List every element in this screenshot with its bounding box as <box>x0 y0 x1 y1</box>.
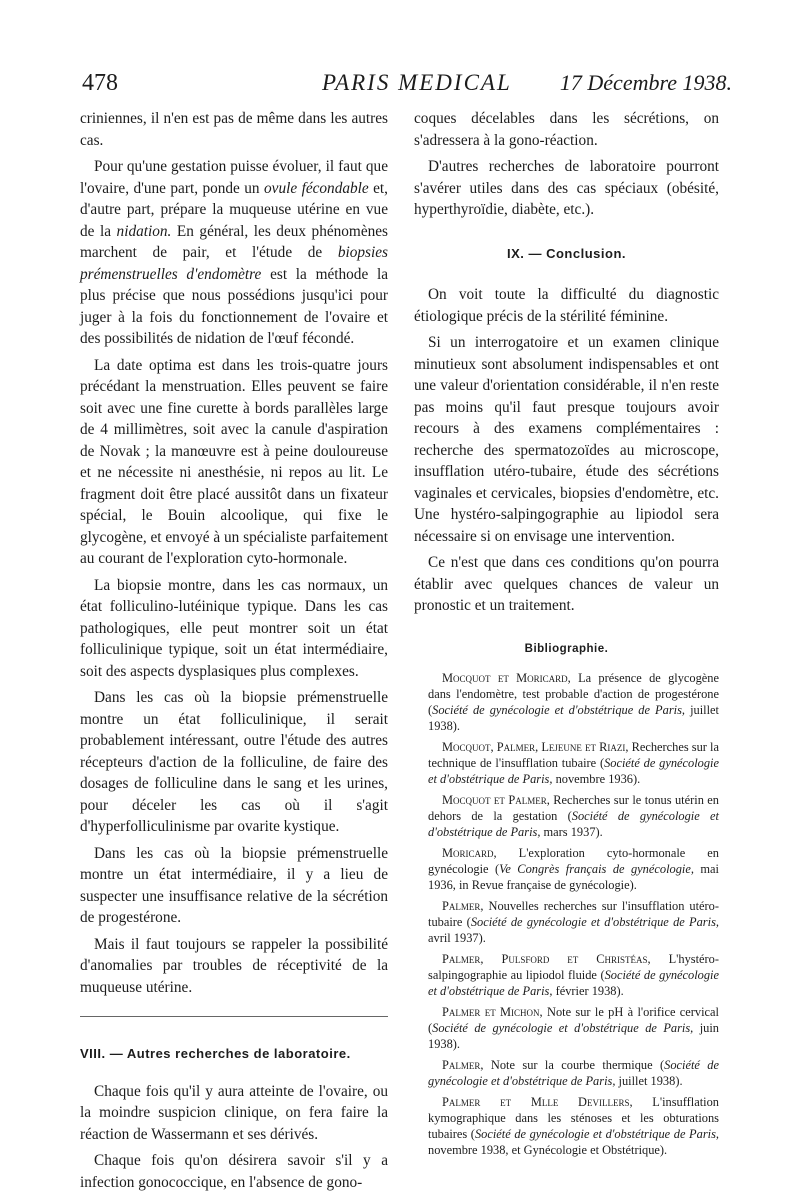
bibliography-entry <box>414 670 719 734</box>
bibliography-entry <box>414 845 719 893</box>
bib-title: L'exploration cyto-hormonale en gynécologie ( <box>428 846 719 876</box>
paragraph: On voit toute la difficulté du diagnostic étiologique précis de la stérilité féminine. <box>414 286 719 325</box>
bibliography-entry <box>414 1004 719 1052</box>
paragraph: La biopsie montre, dans les cas normaux, un état folliculino-lutéinique typique. Dans les cas pathologiques, elle peut montrer soit un état folliculinique typique, soit un état intermédiaire, soit des aspects dysplasiques plus complexes. <box>80 576 388 680</box>
bib-source: Société de gynécologie et d'obstétrique de Paris, <box>470 915 719 929</box>
paragraph: D'autres recherches de laboratoire pourront s'avérer utiles dans des cas spéciaux (obésité, hyperthyroïdie, diabète, etc.). <box>414 158 719 218</box>
bib-authors: Moricard, <box>442 846 519 860</box>
bib-source: Société de gynécologie et d'obstétrique de Paris, <box>432 1021 700 1035</box>
bib-source: Société de gynécologie et d'obstétrique de Paris, <box>432 703 691 717</box>
bib-authors: Palmer, <box>442 899 489 913</box>
italic-term: ovule fécondable <box>264 179 369 197</box>
journal-title: PARIS MEDICAL <box>322 70 512 95</box>
bibliography-entry <box>414 792 719 840</box>
bib-date: juin 1938). <box>428 1021 719 1051</box>
bibliography-entry <box>414 898 719 946</box>
page-number: 478 <box>82 70 118 96</box>
bibliography-list <box>414 670 719 1158</box>
italic-term: biopsies prémenstruelles d'endomètre <box>80 244 388 283</box>
bib-authors: Mocquot, Palmer, Lejeune et Riazi, <box>442 740 632 754</box>
bib-date: juillet 1938). <box>428 703 719 733</box>
paragraph: coques décelables dans les sécrétions, on s'adressera à la gono-réaction. <box>414 110 719 149</box>
bib-authors: Palmer et Mlle Devillers, <box>442 1095 653 1109</box>
bib-authors: Palmer et Michon, <box>442 1005 547 1019</box>
bibliography-heading: Bibliographie. <box>524 642 609 655</box>
paragraph: Pour qu'une gestation puisse évoluer, il faut que l'ovaire, d'une part, ponde un ovule fécondable et, d'autre part, prépare la muqueuse utérine en vue de la nidation. En général, les deux phénomènes marchent de pair, et l'étude de biopsies prémenstruelles d'endomètre est la méthode la plus précise que nous possédions jusqu'ici pour juger à la fois du fonctionnement de l'ovaire et des possibilités de nidation de l'œuf fécondé. <box>80 158 389 347</box>
left-column <box>80 108 388 1198</box>
bib-title: Note sur la courbe thermique ( <box>490 1058 665 1072</box>
bibliography-entry <box>414 1057 719 1089</box>
section-heading: IX. — Conclusion. <box>506 245 626 261</box>
paragraph: Chaque fois qu'il y aura atteinte de l'ovaire, ou la moindre suspicion clinique, on fera faire la réaction de Wassermann et ses dérivés. <box>80 1082 388 1143</box>
bib-source: Société de gynécologie et d'obstétrique de Paris, <box>428 809 719 839</box>
page-header <box>82 70 732 100</box>
divider <box>80 1016 388 1017</box>
paragraph: Dans les cas où la biopsie prémenstruelle montre un état intermédiaire, il y a lieu de suspecter une insuffisance relative de la sécrétion de progestérone. <box>80 844 388 926</box>
bib-date: avril 1937). <box>428 931 486 945</box>
paragraph: criniennes, il n'en est pas de même dans les autres cas. <box>80 110 388 149</box>
section-heading: VIII. — Autres recherches de laboratoire. <box>80 1046 351 1061</box>
bib-title: La présence de glycogène dans l'endomètre, test probable d'action de progestérone ( <box>428 671 719 717</box>
paragraph: Dans les cas où la biopsie prémenstruelle montre un état folliculinique, il serait probablement intéressant, outre l'étude des autres récepteurs d'action de la folliculine, de faire des dosages de folliculine dans le sang et les urines, pour déceler les cas où il s'agit d'hyperfolliculinisme par ovarite kystique. <box>80 689 388 835</box>
bib-title: Nouvelles recherches sur l'insufflation utéro-tubaire ( <box>428 899 719 929</box>
bibliography-entry <box>414 1094 719 1158</box>
paragraph: Chaque fois qu'on désirera savoir s'il y a infection gonococcique, en l'absence de gono- <box>80 1152 388 1191</box>
paragraph: La date optima est dans les trois-quatre jours précédant la menstruation. Elles peuvent se faire soit avec une fine curette à bords parallèles large de 4 millimètres, soit avec la canule d'aspiration de Novak ; la manœuvre est à peine douloureuse et ne nécessite ni anesthésie, ni repos au lit. Le fragment doit être placé aussitôt dans un fixateur spécial, le Bouin alcoolique, qui fixe le glycogène, et envoyé à un spécialiste parfaitement au courant de l'exploration cyto-hormonale. <box>80 356 388 567</box>
bib-title: L'insufflation kymographique dans les sténoses et les obturations tubaires ( <box>428 1095 719 1141</box>
bib-title: Note sur le pH à l'orifice cervical ( <box>428 1005 719 1035</box>
right-column <box>414 108 719 1163</box>
bib-date: novembre 1938, et Gynécologie et Obstétrique). <box>428 1143 668 1157</box>
bib-title: Recherches sur la technique de l'insufflation tubaire ( <box>428 740 719 770</box>
bib-date: mai 1936, in Revue française de gynécologie). <box>428 862 720 892</box>
bib-source: Société de gynécologie et d'obstétrique de Paris, <box>428 968 719 998</box>
paragraph: Ce n'est que dans ces conditions qu'on pourra établir avec quelques chances de valeur un pronostic et un traitement. <box>414 554 719 614</box>
bib-source: Société de gynécologie et d'obstétrique de Paris, <box>474 1127 719 1141</box>
bibliography-entry <box>414 951 719 999</box>
italic-term: nidation. <box>116 222 172 240</box>
bib-authors: Palmer, <box>442 1058 491 1072</box>
bib-date: février 1938). <box>555 984 624 998</box>
paragraph: Si un interrogatoire et un examen clinique minutieux sont absolument indispensables et ont une valeur d'orientation considérable, il n'en reste pas moins qu'il faut presque toujours avoir recours à des examens complémentaires : recherche des spermatozoïdes au microscope, insufflation utéro-tubaire, étude des sécrétions vaginales et cervicales, biopsies d'endomètre, etc. Une hystéro-salpingographie au lipiodol sera nécessaire si on envisage une intervention. <box>414 334 719 545</box>
bib-title: Recherches sur le tonus utérin en dehors de la gestation ( <box>428 793 719 823</box>
bib-source: Société de gynécologie et d'obstétrique de Paris, <box>428 1058 719 1088</box>
bib-authors: Mocquot et Moricard, <box>442 671 579 685</box>
issue-date: 17 Décembre 1938. <box>559 70 732 95</box>
bib-authors: Mocquot et Palmer, <box>442 793 554 807</box>
bib-date: mars 1937). <box>543 825 603 839</box>
bib-title: L'hystéro-salpingographie au lipiodol fluide ( <box>428 952 719 982</box>
paragraph: Mais il faut toujours se rappeler la possibilité d'anomalies par troubles de réceptivité de la muqueuse utérine. <box>80 935 388 996</box>
bib-date: novembre 1936). <box>555 772 641 786</box>
bib-date: juillet 1938). <box>618 1074 683 1088</box>
bib-authors: Palmer, Pulsford et Christéas, <box>442 952 669 966</box>
bib-source: Société de gynécologie et d'obstétrique de Paris, <box>428 756 719 786</box>
bib-source: Ve Congrès français de gynécologie, <box>499 862 701 876</box>
bibliography-entry <box>414 739 719 787</box>
